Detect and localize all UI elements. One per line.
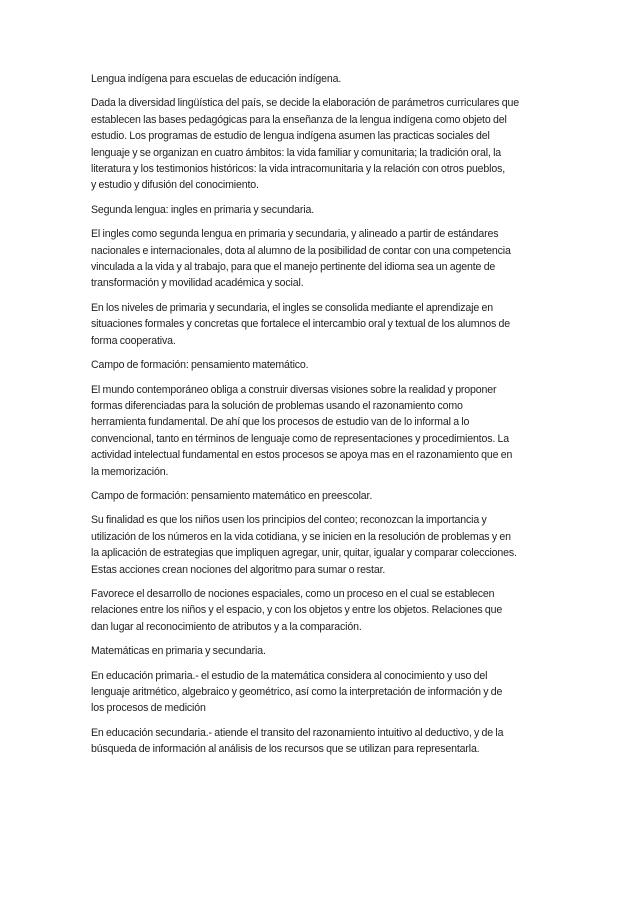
text-line: herramienta fundamental. De ahí que los procesos de estudio van de lo informal a lo [91, 416, 470, 429]
text-line: Lengua indígena para escuelas de educación indígena. [91, 73, 342, 85]
paragraph-educacion-primaria [91, 668, 551, 717]
paragraph-ingles-niveles [91, 300, 551, 349]
text-line: En los niveles de primaria y secundaria, el ingles se consolida mediante el aprendizaje en [91, 301, 493, 314]
text-line: convencional, tanto en términos de lenguaje como de representaciones y procedimientos. La [91, 432, 510, 445]
text-line: lenguaje aritmético, algebraico y geométrico, así como la interpretación de información y de [91, 686, 503, 698]
text-line: Su finalidad es que los niños usen los principios del conteo; reconozcan la importancia y [91, 514, 487, 527]
text-line: la memorización. [91, 465, 169, 478]
paragraph-finalidad-conteo [91, 512, 551, 578]
document-page [91, 71, 551, 766]
heading-lengua-indigena [91, 71, 551, 87]
text-line: relaciones entre los niños y el espacio, y con los objetos y entre los objetos. Relaciones que [91, 604, 503, 617]
text-line: En educación secundaria.- atiende el transito del razonamiento intuitivo al deductivo, y de la [91, 726, 504, 739]
text-line: transformación y movilidad académica y social. [91, 277, 304, 290]
text-line: estudio. Los programas de estudio de lengua indígena asumen las practicas sociales del [91, 130, 490, 143]
text-line: establecen las bases pedagógicas para la enseñanza de la lengua indígena como objeto del [91, 113, 507, 126]
text-line: Estas acciones crean nociones del algoritmo para sumar o restar. [91, 563, 386, 576]
heading-pensamiento-matematico [91, 357, 551, 373]
text-line: Dada la diversidad lingüística del país, se decide la elaboración de parámetros curriculares que [91, 97, 519, 110]
text-line: El mundo contemporáneo obliga a construir diversas visiones sobre la realidad y proponer [91, 383, 497, 396]
text-line: los procesos de medición [91, 702, 206, 715]
text-line: El ingles como segunda lengua en primaria y secundaria, y alineado a partir de estándares [91, 228, 499, 241]
text-line: Matemáticas en primaria y secundaria. [91, 645, 266, 658]
text-line: y estudio y difusión del conocimiento. [91, 179, 259, 192]
text-line: Segunda lengua: ingles en primaria y secundaria. [91, 203, 315, 216]
paragraph-lengua-indigena [91, 95, 551, 193]
paragraph-mundo-contemporaneo [91, 382, 551, 480]
text-line: la aplicación de estrategias que impliquen agregar, unir, quitar, igualar y comparar colecciones. [91, 547, 517, 560]
text-line: utilización de los números en la vida cotidiana, y se inicien en la resolución de problemas y en [91, 530, 511, 543]
text-line: búsqueda de información al análisis de los recursos que se utilizan para representarla. [91, 743, 480, 756]
text-line: nacionales e internacionales, dota al alumno de la posibilidad de contar con una competencia [91, 244, 511, 257]
paragraph-nociones-espaciales [91, 586, 551, 635]
text-line: lenguaje y se organizan en cuatro ámbitos: la vida familiar y comunitaria; la tradición oral, la [91, 146, 502, 159]
text-line: vinculada a la vida y al trabajo, para que el manejo pertinente del idioma sea un agente de [91, 261, 496, 274]
text-line: Campo de formación: pensamiento matemático en preescolar. [91, 489, 373, 502]
text-line: forma cooperativa. [91, 334, 176, 347]
text-line: actividad intelectual fundamental en estos procesos se apoya mas en el razonamiento que en [91, 449, 513, 462]
text-line: situaciones formales y concretas que fortalece el intercambio oral y textual de los alumnos de [91, 318, 510, 331]
heading-preescolar [91, 488, 551, 504]
text-line: formas diferenciadas para la solución de problemas usando el razonamiento como [91, 399, 463, 412]
paragraph-ingles-competencia [91, 226, 551, 292]
text-line: En educación primaria.- el estudio de la matemática considera al conocimiento y uso del [91, 669, 488, 682]
text-line: Favorece el desarrollo de nociones espaciales, como un proceso en el cual se establecen [91, 587, 495, 600]
text-line: dan lugar al reconocimiento de atributos y a la comparación. [91, 620, 362, 633]
paragraph-educacion-secundaria [91, 725, 551, 758]
text-line: literatura y los testimonios históricos: la vida intracomunitaria y la relación con otros pueblos, [91, 163, 506, 176]
heading-matematicas-primaria-secundaria [91, 643, 551, 659]
heading-segunda-lengua [91, 202, 551, 218]
text-line: Campo de formación: pensamiento matemático. [91, 359, 309, 372]
